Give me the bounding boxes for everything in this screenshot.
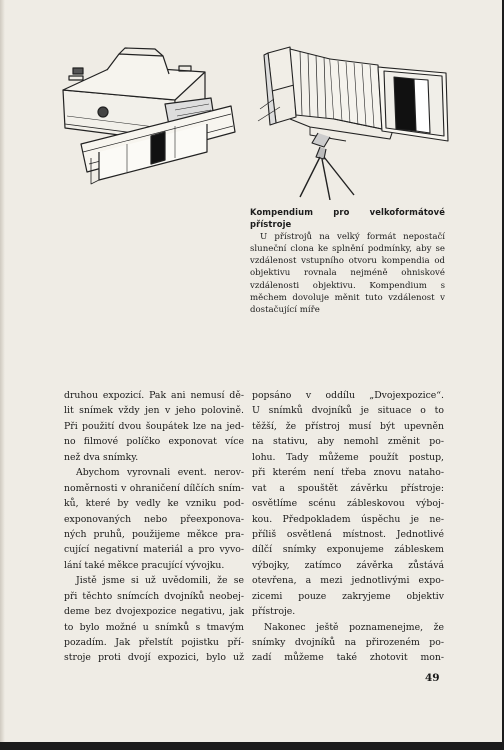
text-line: no filmové políčko exponovat více bbox=[64, 436, 244, 448]
text-line: otevřena, a mezi jednotlivými expo- bbox=[252, 575, 444, 587]
caption-text: U přístrojů na velký formát nepostačí sluneční clona ke splnění podmínky, aby se vzdálenost vstupního otvoru kompendia od objektivu rovnala nejméně ohniskové vzdálenosti objektivu. Kompendium s měchem dovoluje měnit tuto vzdálenost v dostačující míře bbox=[250, 231, 445, 316]
text-line: lání také měkce pracující vývojku. bbox=[64, 559, 225, 571]
text-line: při těchto snímcích dvojníků neobej- bbox=[64, 590, 244, 602]
text-line: to bylo možné u snímků s tmavým bbox=[64, 621, 244, 633]
left-text-column bbox=[64, 388, 244, 666]
text-line: druhou expozicí. Pak ani nemusí dě- bbox=[64, 390, 244, 401]
text-line: zadí můžeme také zhotovit mon- bbox=[252, 652, 444, 664]
scan-bottom-edge bbox=[0, 742, 504, 750]
text-line: popsáno v oddílu „Dvojexpozice“. bbox=[252, 390, 444, 401]
text-line: Při použití dvou šoupátek lze na jed- bbox=[64, 420, 244, 432]
text-line: ných pruhů, použijeme měkce pra- bbox=[64, 528, 244, 540]
text-line: zicemi pouze zakryjeme objektiv bbox=[252, 590, 444, 602]
text-line: Jistě jsme si už uvědomili, že se bbox=[76, 575, 244, 587]
text-line: cující negativní materiál a pro vyvo- bbox=[64, 544, 244, 556]
text-line: než dva snímky. bbox=[64, 451, 139, 463]
text-line: osvětlíme scénu zábleskovou výboj- bbox=[252, 498, 444, 510]
text-line: snímky dvojníků na přirozeném po- bbox=[252, 637, 444, 648]
page-spine-shadow bbox=[0, 0, 5, 742]
figure-caption bbox=[250, 206, 445, 317]
text-line: ků, které by vedly ke vzniku pod- bbox=[64, 498, 244, 510]
page-number: 49 bbox=[425, 672, 440, 684]
text-line: Nakonec ještě poznamenejme, že bbox=[264, 621, 444, 633]
text-line: Abychom vyrovnali event. nerov- bbox=[76, 467, 244, 479]
text-line: kou. Předpokladem úspěchu je ne- bbox=[252, 513, 444, 525]
text-line: pozadím. Jak přelstít pojistku pří- bbox=[64, 637, 244, 648]
text-line: dílčí snímky exponujeme zábleskem bbox=[252, 544, 444, 556]
camera-slider-illustration bbox=[55, 40, 240, 190]
text-line: výbojky, zatímco závěrka zůstává bbox=[252, 559, 444, 571]
right-text-column bbox=[252, 388, 444, 666]
text-line: exponovaných nebo přeexponova- bbox=[64, 513, 244, 525]
text-line: U snímků dvojníků je situace o to bbox=[252, 405, 444, 417]
text-line: při kterém není třeba znovu nataho- bbox=[252, 467, 444, 479]
text-line: stroje proti dvojí expozici, bylo už bbox=[64, 652, 244, 664]
text-line: příliš osvětlená místnost. Jednotlivé bbox=[252, 528, 444, 540]
text-line: deme bez dvojexpozice negativu, jak bbox=[64, 606, 244, 618]
text-line: lit snímek vždy jen v jeho polovině. bbox=[64, 405, 244, 417]
text-line: vat a spouštět závěrku přístroje: bbox=[252, 482, 444, 494]
text-line: lohu. Tady můžeme použít postup, bbox=[252, 451, 444, 463]
text-line: těžší, že přístroj musí být upevněn bbox=[252, 420, 444, 432]
text-line: noměrnosti v ohraničení dílčích sním- bbox=[64, 482, 244, 494]
bellows-compendium-illustration bbox=[250, 45, 450, 200]
text-line: na stativu, aby nemohl změnit po- bbox=[252, 436, 444, 448]
caption-title: Kompendium pro velkoformátové přístroje bbox=[250, 207, 445, 230]
text-line: přístroje. bbox=[252, 606, 296, 618]
